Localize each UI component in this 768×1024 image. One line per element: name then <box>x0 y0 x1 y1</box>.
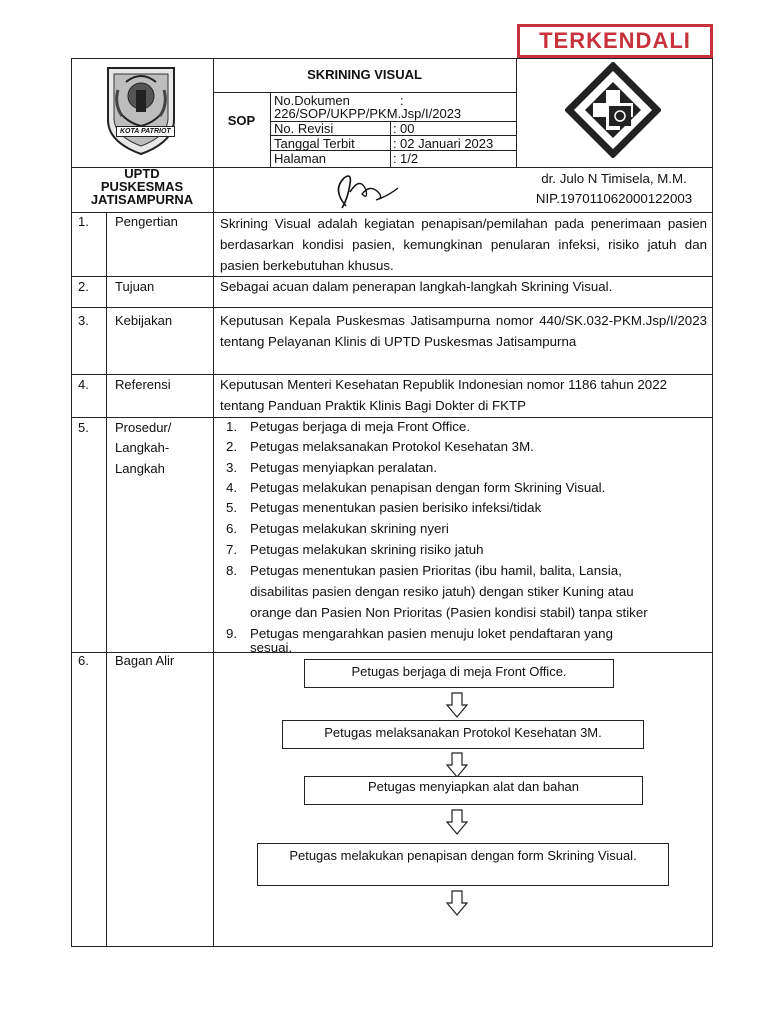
org-name-line3: JATISAMPURNA <box>90 192 194 207</box>
section-text-pengertian: Skrining Visual adalah kegiatan penapisan/pemilahan pada penerimaan pasien berdasarkan kondisi pasien, kemungkinan penularan infeksi, risiko jatuh dan pasien berkebutuhan khusus. <box>220 216 707 273</box>
field-colon-no-revisi: : <box>393 121 397 136</box>
field-colon-tanggal-terbit: : <box>393 136 397 151</box>
section-number: 5. <box>78 420 89 435</box>
field-colon-halaman: : <box>393 151 397 166</box>
list-item: sesuai. <box>250 640 293 652</box>
list-item: 6. Petugas melakukan skrining nyeri <box>226 521 449 536</box>
field-label-no-revisi: No. Revisi <box>274 121 334 136</box>
section-label-pengertian: Pengertian <box>115 214 178 229</box>
down-arrow-icon <box>446 692 468 718</box>
section-text-tujuan: Sebagai acuan dalam penerapan langkah-langkah Skrining Visual. <box>220 279 613 294</box>
section-number: 3. <box>78 313 89 328</box>
list-item: 3. Petugas menyiapkan peralatan. <box>226 460 438 475</box>
flow-step-1: Petugas berjaga di meja Front Office. <box>304 659 614 688</box>
signature <box>328 170 408 210</box>
field-value-halaman: 1/2 <box>400 151 419 166</box>
terkendali-stamp: TERKENDALI <box>517 24 713 58</box>
flow-step-4: Petugas melakukan penapisan dengan form Skrining Visual. <box>257 843 669 886</box>
section-label-referensi: Referensi <box>115 377 171 392</box>
field-value-no-revisi: 00 <box>400 121 415 136</box>
signer-name: dr. Julo N Timisela, M.M. <box>541 171 687 186</box>
section-number: 2. <box>78 279 89 294</box>
section-number: 6. <box>78 653 89 668</box>
list-item: 4. Petugas melakukan penapisan dengan form Skrining Visual. <box>226 480 606 495</box>
list-item: 5. Petugas menentukan pasien berisiko infeksi/tidak <box>226 500 542 515</box>
list-item: 8. Petugas menentukan pasien Prioritas (ibu hamil, balita, Lansia, <box>226 563 622 578</box>
section-label-prosedur: Langkah- <box>115 440 170 455</box>
list-item: 2. Petugas melaksanakan Protokol Kesehatan 3M. <box>226 439 534 454</box>
section-label-prosedur: Langkah <box>115 461 165 476</box>
org-name-line2: PUSKESMAS <box>100 179 184 194</box>
list-item: 7. Petugas melakukan skrining risiko jatuh <box>226 542 484 557</box>
field-value-no-dokumen: 226/SOP/UKPP/PKM.Jsp/I/2023 <box>274 106 462 121</box>
logo-ribbon-text: KOTA PATRIOT <box>116 126 175 137</box>
flow-step-2: Petugas melaksanakan Protokol Kesehatan 3M. <box>282 720 644 749</box>
field-label-halaman: Halaman <box>274 151 327 166</box>
field-value-tanggal-terbit: 02 Januari 2023 <box>400 136 494 151</box>
section-number: 4. <box>78 377 89 392</box>
field-colon-no-dokumen: : <box>400 93 404 108</box>
list-item: 9. Petugas mengarahkan pasien menuju loket pendaftaran yang <box>226 626 613 641</box>
section-text-referensi: Keputusan Menteri Kesehatan Republik Indonesian nomor 1186 tahun 2022 tentang Panduan Praktik Klinis Bagi Dokter di FKTP <box>220 377 667 413</box>
section-text-kebijakan: Keputusan Kepala Puskesmas Jatisampurna nomor 440/SK.032-PKM.Jsp/I/2023 tentang Pelayanan Klinis di UPTD Puskesmas Jatisampurna <box>220 313 707 349</box>
section-label-tujuan: Tujuan <box>115 279 155 294</box>
section-label-bagan-alir: Bagan Alir <box>115 653 175 668</box>
sop-label: SOP <box>227 113 256 128</box>
section-label-kebijakan: Kebijakan <box>115 313 173 328</box>
down-arrow-icon <box>446 809 468 835</box>
list-item: 1. Petugas berjaga di meja Front Office. <box>226 419 471 434</box>
list-item: orange dan Pasien Non Prioritas (Pasien kondisi stabil) tanpa stiker <box>250 605 648 620</box>
list-item: disabilitas pasien dengan resiko jatuh) dengan stiker Kuning atau <box>250 584 634 599</box>
signer-nip: NIP.197011062000122003 <box>535 191 693 206</box>
down-arrow-icon <box>446 752 468 778</box>
document-title: SKRINING VISUAL <box>307 67 422 82</box>
section-number: 1. <box>78 214 89 229</box>
section-label-prosedur: Prosedur/ <box>115 420 172 435</box>
flow-step-3: Petugas menyiapkan alat dan bahan <box>304 776 643 805</box>
field-label-no-dokumen: No.Dokumen <box>274 93 350 108</box>
puskesmas-logo <box>565 62 661 158</box>
org-name-line1: UPTD <box>124 166 160 181</box>
field-label-tanggal-terbit: Tanggal Terbit <box>274 136 355 151</box>
city-emblem-logo <box>96 60 186 160</box>
down-arrow-icon <box>446 890 468 916</box>
